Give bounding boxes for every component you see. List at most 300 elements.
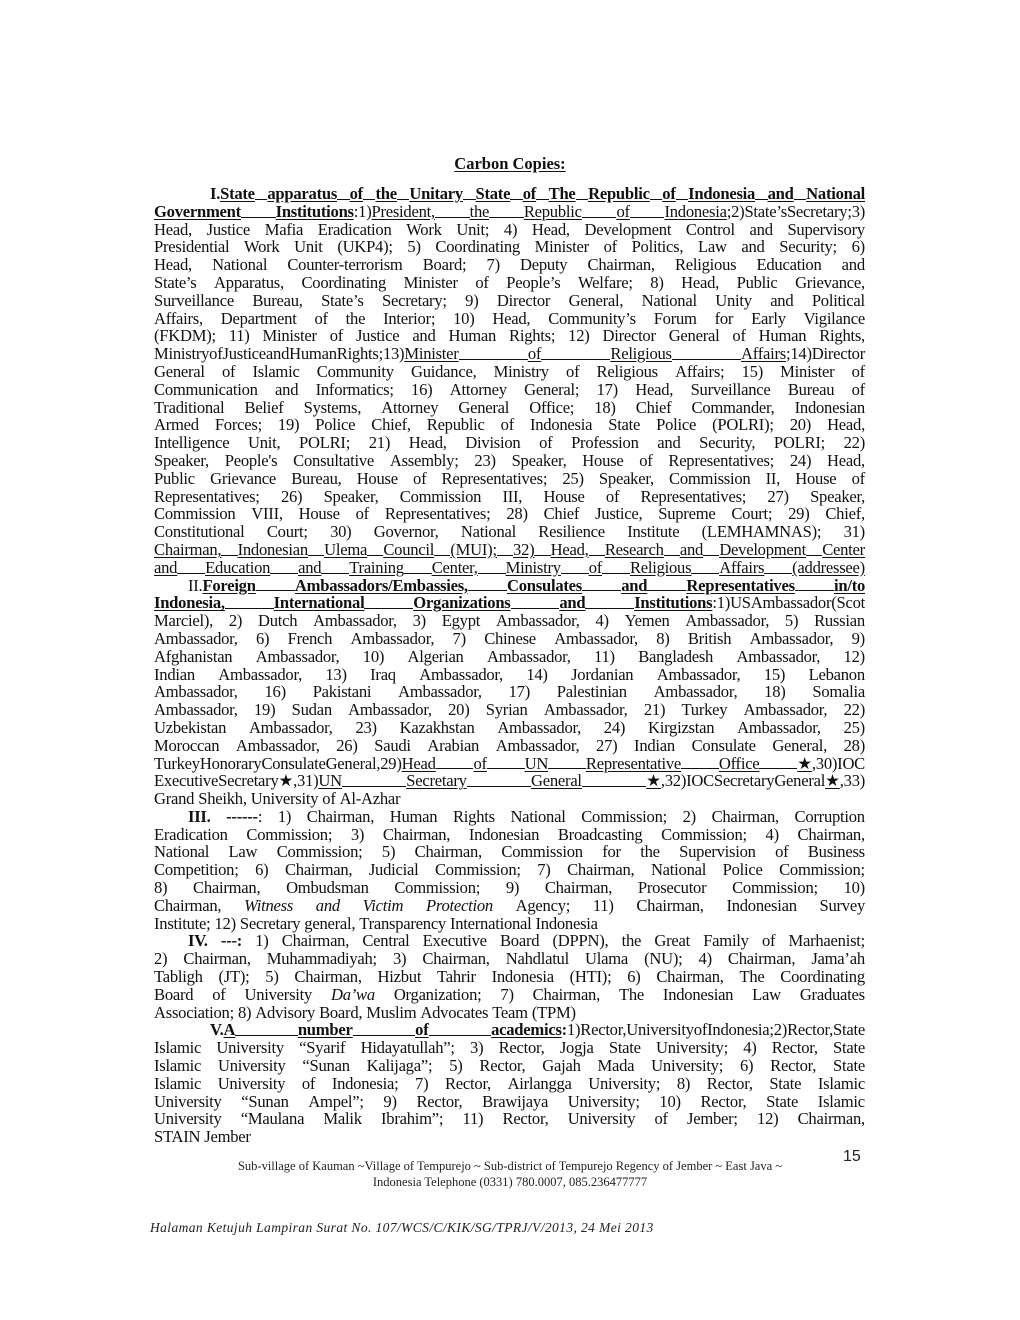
word: Supervisory bbox=[787, 219, 865, 239]
word: Board bbox=[499, 931, 540, 951]
word: Council bbox=[383, 541, 450, 559]
word: Court; bbox=[731, 504, 773, 524]
text-line bbox=[154, 399, 865, 417]
word: Honorary bbox=[199, 753, 262, 773]
word: 11) bbox=[592, 895, 614, 915]
text-line bbox=[154, 559, 865, 577]
word: Chairman, bbox=[567, 860, 635, 880]
word: of bbox=[528, 345, 611, 363]
word: University bbox=[567, 1109, 636, 1129]
word: Consultative bbox=[293, 450, 375, 470]
word: 6) bbox=[627, 967, 641, 987]
word: 2) bbox=[731, 201, 745, 221]
text-line bbox=[154, 505, 865, 523]
word: Ministry bbox=[506, 559, 589, 577]
word: of bbox=[500, 415, 514, 435]
word: 26) bbox=[336, 735, 358, 755]
word: Marhaenist; bbox=[788, 931, 865, 951]
word: 9) bbox=[465, 290, 479, 310]
word: 8) bbox=[656, 628, 670, 648]
word: Board; bbox=[422, 255, 467, 275]
text-line bbox=[154, 755, 865, 773]
word: 15) bbox=[763, 664, 786, 684]
word: Interior; bbox=[383, 308, 436, 328]
word: 13) bbox=[325, 664, 347, 684]
word: Chief bbox=[635, 397, 672, 417]
word: Coordinating bbox=[301, 272, 387, 292]
word: General bbox=[668, 326, 720, 346]
word: Coordinating bbox=[780, 967, 865, 987]
word: Family bbox=[703, 931, 749, 951]
word: Indonesia; bbox=[707, 1020, 774, 1040]
word: 17) bbox=[508, 682, 530, 702]
text-line bbox=[154, 363, 865, 381]
word: “Maulana bbox=[240, 1109, 305, 1129]
word: Ampel”; bbox=[308, 1091, 364, 1111]
word: University bbox=[250, 789, 319, 809]
word: People’s bbox=[506, 272, 561, 292]
text-line bbox=[154, 523, 865, 541]
word: Research bbox=[605, 541, 680, 559]
word: Commission; bbox=[581, 806, 667, 826]
word: Welfare; bbox=[578, 272, 633, 292]
word: 3) bbox=[392, 949, 407, 969]
word: 20) bbox=[448, 700, 470, 720]
word: Commission bbox=[154, 504, 236, 524]
word: Chairman, bbox=[306, 806, 375, 826]
word: POLRI; bbox=[299, 433, 351, 453]
word: Division bbox=[465, 433, 521, 453]
word: (FKDM); bbox=[154, 326, 216, 346]
word: and bbox=[154, 559, 205, 577]
word: Muhammadiyah; bbox=[266, 949, 377, 969]
word: 3) bbox=[350, 824, 365, 844]
word: Foreign bbox=[202, 577, 294, 595]
word: Agency; bbox=[515, 895, 571, 915]
word: Ambassador, bbox=[749, 628, 834, 648]
word: Secretary; bbox=[381, 290, 447, 310]
text-line bbox=[154, 772, 865, 790]
word: People's bbox=[224, 450, 278, 470]
word: 7) bbox=[500, 984, 514, 1004]
text-line bbox=[154, 701, 865, 719]
word: General bbox=[774, 771, 826, 791]
word: House bbox=[356, 468, 398, 488]
word: Indonesian bbox=[794, 397, 865, 417]
word: Hizbut bbox=[377, 967, 422, 987]
word: Chief, bbox=[371, 415, 411, 435]
word: Gajah bbox=[542, 1056, 581, 1076]
word: Iraq bbox=[370, 664, 396, 684]
word: State’s bbox=[321, 290, 364, 310]
word: General; bbox=[524, 379, 580, 399]
word: 16) bbox=[264, 682, 286, 702]
word: Minister bbox=[534, 237, 589, 257]
word: Rector, bbox=[787, 1020, 834, 1040]
word: of bbox=[539, 433, 553, 453]
text-line bbox=[154, 968, 865, 986]
word: ------: bbox=[226, 806, 263, 826]
word: 15) bbox=[741, 361, 763, 381]
text-line bbox=[154, 666, 865, 684]
word: Ambassador, bbox=[218, 664, 302, 684]
word: Commission bbox=[669, 468, 751, 488]
word: ★, bbox=[278, 771, 298, 791]
word: Republic bbox=[588, 185, 662, 203]
word: of bbox=[475, 272, 489, 292]
word: Mafia bbox=[264, 219, 304, 239]
word: Indonesian bbox=[726, 895, 797, 915]
word: Ambassador, bbox=[419, 664, 503, 684]
word: (POLRI); bbox=[712, 415, 774, 435]
word: in/to bbox=[834, 575, 866, 595]
word: Surveillance bbox=[154, 290, 234, 310]
word: Great bbox=[654, 931, 690, 951]
word: Affairs bbox=[719, 559, 792, 577]
word: Presidential bbox=[154, 237, 230, 257]
word: President, bbox=[371, 203, 469, 221]
word: of bbox=[329, 326, 344, 346]
word: Ambassador, bbox=[154, 628, 238, 648]
word: Consulates bbox=[507, 577, 621, 595]
word: of bbox=[473, 755, 524, 773]
word: Commission; bbox=[276, 842, 363, 862]
word: Government bbox=[154, 203, 276, 221]
word: Commission bbox=[501, 842, 583, 862]
word: International bbox=[274, 594, 414, 612]
word: Justice bbox=[206, 219, 251, 239]
word: Rights, bbox=[819, 326, 865, 346]
word: III. bbox=[188, 806, 211, 826]
word: for bbox=[714, 308, 734, 328]
word: Law bbox=[228, 842, 258, 862]
word: US bbox=[730, 593, 751, 613]
word: Minister bbox=[780, 361, 835, 381]
word: Religious bbox=[674, 255, 737, 275]
word: 5) bbox=[449, 1056, 463, 1076]
word: Prosecutor bbox=[637, 878, 707, 898]
word: 1) bbox=[358, 201, 372, 221]
word: University; bbox=[567, 1091, 640, 1111]
word: Police bbox=[315, 415, 356, 435]
word: Belief bbox=[244, 397, 284, 417]
word: National bbox=[212, 255, 268, 275]
text-line bbox=[154, 1039, 865, 1057]
word: Unit bbox=[294, 237, 323, 257]
word: 29) bbox=[788, 504, 810, 524]
word: Arabian bbox=[427, 735, 480, 755]
text-line bbox=[154, 915, 865, 933]
word: 12) bbox=[214, 913, 236, 933]
word: House bbox=[582, 450, 624, 470]
text-line bbox=[154, 1128, 865, 1146]
word: Ambassador, bbox=[737, 717, 821, 737]
word: Control bbox=[685, 219, 735, 239]
word: Indonesia bbox=[535, 913, 598, 933]
word: the bbox=[345, 308, 366, 328]
word: Chief bbox=[543, 504, 580, 524]
word: IOC bbox=[837, 753, 865, 773]
word: Moroccan bbox=[154, 735, 220, 755]
word: Chinese bbox=[484, 628, 536, 648]
word: (TPM) bbox=[531, 1002, 576, 1022]
word: Islamic bbox=[817, 1091, 865, 1111]
text-line bbox=[154, 986, 865, 1004]
word: Ambassador, bbox=[495, 611, 580, 631]
word: Speaker, bbox=[323, 486, 379, 506]
word: 9) bbox=[383, 1091, 397, 1111]
word: Ambassador, bbox=[685, 611, 770, 631]
word: 20) bbox=[789, 415, 812, 435]
text-line bbox=[154, 826, 865, 844]
word: Bureau, bbox=[252, 290, 303, 310]
word: of bbox=[605, 486, 620, 506]
word: Office bbox=[719, 755, 797, 773]
word: of bbox=[851, 361, 865, 381]
word: State’s bbox=[154, 272, 197, 292]
word: Justice bbox=[222, 344, 266, 364]
word: 11) bbox=[462, 1109, 484, 1129]
word: 6) bbox=[851, 237, 865, 257]
text-line bbox=[154, 648, 865, 666]
word: Secretary bbox=[713, 771, 775, 791]
word: Counter-terrorism bbox=[287, 255, 403, 275]
word: British bbox=[687, 628, 732, 648]
word: Affairs; bbox=[675, 361, 725, 381]
word: Rights; bbox=[509, 326, 556, 346]
word: Malik bbox=[323, 1109, 362, 1129]
word: House bbox=[795, 468, 837, 488]
word: Religious bbox=[596, 361, 658, 381]
word: 6) bbox=[255, 860, 269, 880]
word: Graduates bbox=[799, 984, 865, 1004]
word: Speaker, bbox=[810, 486, 865, 506]
word: Representative bbox=[586, 755, 719, 773]
word: National bbox=[460, 522, 516, 542]
word: Office; bbox=[529, 397, 575, 417]
word: ---: bbox=[220, 931, 243, 951]
word: STAIN bbox=[154, 1127, 201, 1147]
word: Al-Azhar bbox=[339, 789, 401, 809]
word: the bbox=[375, 185, 409, 203]
word: Sheikh, bbox=[198, 789, 247, 809]
word: Commander, bbox=[691, 397, 775, 417]
word: Turkey bbox=[681, 700, 728, 720]
word: Nahdlatul bbox=[505, 949, 569, 969]
word: Team bbox=[492, 1002, 528, 1022]
word: IOC bbox=[686, 771, 714, 791]
word: The bbox=[739, 967, 765, 987]
word: 25) bbox=[843, 717, 865, 737]
word: of bbox=[322, 789, 336, 809]
word: and bbox=[265, 344, 290, 364]
word: Head, bbox=[531, 219, 570, 239]
word: Institute bbox=[627, 522, 680, 542]
word: Systems, bbox=[303, 397, 362, 417]
word: Ombudsman bbox=[286, 878, 369, 898]
word: Ambassador, bbox=[255, 646, 340, 666]
word: Political bbox=[811, 290, 865, 310]
word: (addressee) bbox=[792, 557, 865, 577]
word: Ambassador, bbox=[154, 682, 238, 702]
text-line bbox=[154, 861, 865, 879]
text-line bbox=[154, 843, 865, 861]
word: 6) bbox=[256, 628, 270, 648]
word: National bbox=[806, 184, 866, 203]
word: Ambassador, bbox=[653, 682, 738, 702]
word: State bbox=[833, 1056, 865, 1076]
word: 12) bbox=[568, 326, 590, 346]
word: Communication bbox=[154, 379, 258, 399]
text-line bbox=[154, 488, 865, 506]
word: 9) bbox=[505, 878, 520, 898]
word: of bbox=[761, 931, 776, 951]
word: Rector, bbox=[444, 1073, 491, 1093]
word: Ambassador, bbox=[350, 628, 435, 648]
word: State bbox=[833, 1020, 865, 1040]
word: of bbox=[639, 450, 653, 470]
word: Training bbox=[349, 559, 431, 577]
text-line bbox=[154, 879, 865, 897]
word: Witness bbox=[244, 895, 294, 915]
word: Consulate bbox=[261, 753, 326, 773]
word: Representatives; bbox=[384, 504, 491, 524]
word: Attorney bbox=[381, 397, 439, 417]
word: Rights; bbox=[336, 344, 383, 364]
word: Dutch bbox=[257, 611, 298, 631]
word: Head, bbox=[635, 379, 674, 399]
word: number bbox=[298, 1021, 415, 1039]
word: Sudan bbox=[291, 700, 332, 720]
text-line bbox=[154, 1075, 865, 1093]
word: Department bbox=[220, 308, 297, 328]
text-line bbox=[154, 1057, 865, 1075]
word: University bbox=[217, 1073, 286, 1093]
word: 29) bbox=[380, 753, 402, 773]
word: Institute; bbox=[154, 913, 211, 933]
text-line bbox=[154, 808, 865, 826]
word: Islamic bbox=[817, 1073, 865, 1093]
word: Rights bbox=[452, 806, 495, 826]
word: Resilience bbox=[538, 522, 605, 542]
word: University bbox=[217, 1056, 286, 1076]
word: 5) bbox=[265, 967, 279, 987]
word: Ambassadors/Embassies, bbox=[295, 577, 507, 595]
word: General bbox=[458, 397, 510, 417]
word: Unity bbox=[715, 290, 752, 310]
word: 5) bbox=[407, 237, 421, 257]
word: Human bbox=[448, 326, 497, 346]
word: and bbox=[657, 433, 681, 453]
word: Development bbox=[719, 541, 822, 559]
word: 31) bbox=[297, 771, 319, 791]
word: Republic bbox=[426, 415, 485, 435]
word: and bbox=[298, 559, 349, 577]
word: Islamic bbox=[252, 361, 300, 381]
word: Jordanian bbox=[571, 664, 634, 684]
word: General bbox=[154, 361, 205, 381]
word: Rector, bbox=[580, 1020, 627, 1040]
word: 4) bbox=[765, 824, 779, 844]
word: Afghanistan bbox=[154, 646, 233, 666]
word: Law bbox=[697, 237, 727, 257]
word: Chairman, bbox=[183, 949, 251, 969]
word: Kalijaga”; bbox=[366, 1056, 433, 1076]
page-title: Carbon Copies: bbox=[454, 154, 566, 173]
word: Supervision bbox=[679, 842, 756, 862]
word: and bbox=[749, 219, 773, 239]
word: 7) bbox=[415, 1073, 429, 1093]
word: Association; bbox=[154, 1002, 234, 1022]
word: 2) bbox=[228, 611, 243, 631]
word: Attorney bbox=[449, 379, 507, 399]
word: (UKP4); bbox=[337, 237, 393, 257]
word: Somalia bbox=[812, 682, 865, 702]
word: Chairman, bbox=[193, 878, 261, 898]
word: Marciel), bbox=[154, 611, 214, 631]
word: Ambassador bbox=[750, 593, 832, 613]
word: Islamic bbox=[154, 1073, 202, 1093]
word: ★, bbox=[797, 753, 816, 773]
word: Rector, bbox=[502, 1109, 549, 1129]
word: Security; bbox=[779, 237, 837, 257]
text-line bbox=[154, 310, 865, 328]
word: Chairman, bbox=[797, 1109, 865, 1129]
word: Victim bbox=[362, 895, 404, 915]
word: Chairman, bbox=[154, 541, 238, 559]
word: Commission; bbox=[246, 824, 333, 844]
word: Ministry bbox=[493, 361, 549, 381]
word: Director bbox=[811, 344, 866, 364]
word: House bbox=[298, 504, 340, 524]
word: Commission; bbox=[394, 878, 481, 898]
word: 8) bbox=[650, 272, 664, 292]
word: Governor, bbox=[373, 522, 439, 542]
word: Affairs, bbox=[154, 308, 203, 328]
text-line bbox=[154, 950, 865, 968]
word: Advisory bbox=[255, 1002, 316, 1022]
word: Rector, bbox=[706, 1073, 753, 1093]
word: Mada bbox=[597, 1056, 635, 1076]
word: Representatives bbox=[686, 577, 834, 595]
word: 1) bbox=[277, 806, 292, 826]
word: The bbox=[549, 185, 588, 203]
word: Saudi bbox=[374, 735, 411, 755]
word: Chairman, bbox=[636, 895, 704, 915]
word: 19) bbox=[253, 700, 276, 720]
word: A bbox=[224, 1021, 298, 1039]
word: State’s bbox=[744, 201, 787, 221]
word: “Sunan bbox=[302, 1056, 350, 1076]
word: State bbox=[766, 1091, 799, 1111]
word: POLRI; bbox=[773, 433, 825, 453]
word: (HTI); bbox=[569, 967, 612, 987]
text-line bbox=[154, 221, 865, 239]
word: Commission; bbox=[732, 878, 818, 898]
word: Bureau, bbox=[291, 468, 342, 488]
word: Education bbox=[205, 559, 298, 577]
word: Airlangga bbox=[507, 1073, 572, 1093]
word: 10) bbox=[453, 308, 475, 328]
text-line bbox=[154, 256, 865, 274]
word: Indonesia bbox=[529, 415, 593, 435]
word: Competition; bbox=[154, 860, 239, 880]
word: 10) bbox=[659, 1091, 681, 1111]
word: Brawijaya bbox=[482, 1091, 549, 1111]
text-line bbox=[154, 345, 865, 363]
word: Ambassador, bbox=[235, 735, 320, 755]
word: General, bbox=[325, 753, 381, 773]
